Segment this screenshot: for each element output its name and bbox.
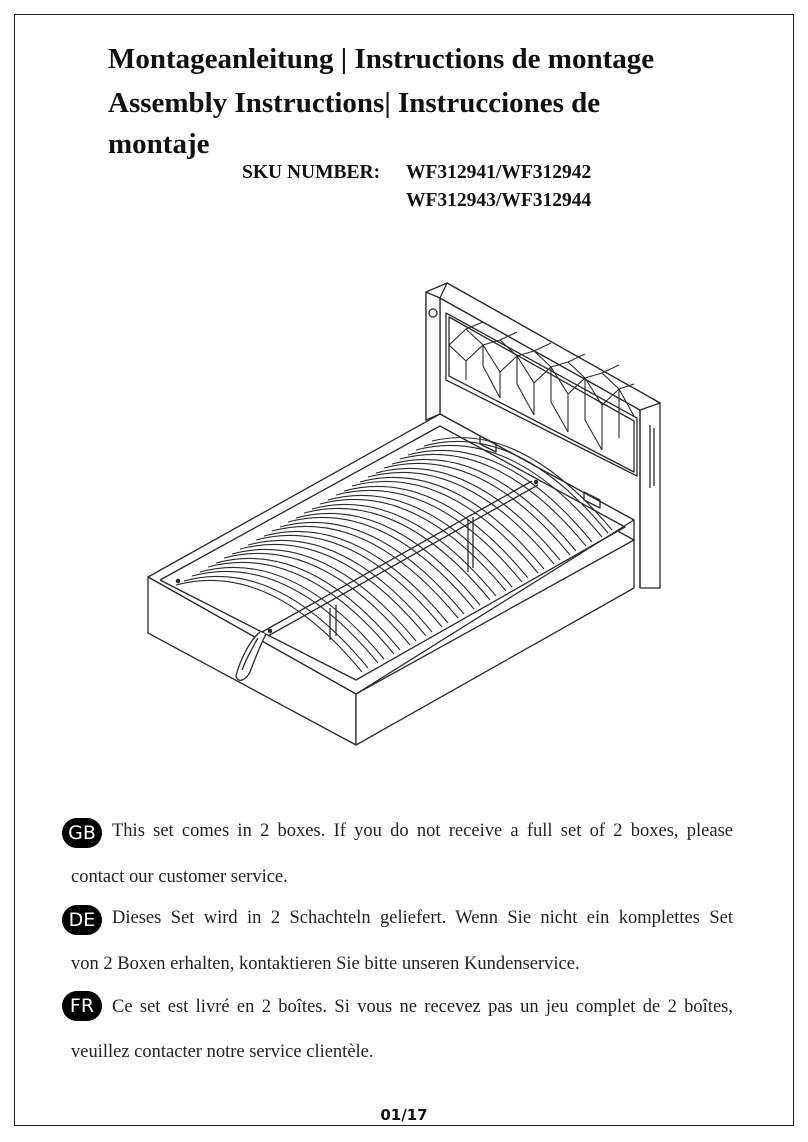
notice-gb-line-1: This set comes in 2 boxes. If you do not receive a full set of 2 boxes, please [112,821,733,841]
notice-fr-line-2: veuillez contacter notre service clientèle. [71,1042,374,1062]
page-title-line-2: Assembly Instructions| Instrucciones de [108,87,601,119]
notice-de-line-1: Dieses Set wird in 2 Schachteln geliefert. Wenn Sie nicht ein komplettes Set [112,908,733,928]
page-number: 01/17 [380,1106,428,1124]
sku-numbers-line-1: WF312941/WF312942 [406,162,592,183]
lang-badge-fr: FR [62,991,102,1021]
notice-gb-line-2: contact our customer service. [71,867,288,887]
sku-numbers-line-2: WF312943/WF312944 [406,190,592,211]
notice-de-line-2: von 2 Boxen erhalten, kontaktieren Sie bitte unseren Kundenservice. [71,954,580,974]
lang-badge-gb: GB [62,818,102,848]
page-title-line-3: montaje [108,128,210,160]
notice-fr-line-1: Ce set est livré en 2 boîtes. Si vous ne recevez pas un jeu complet de 2 boîtes, [112,997,733,1017]
bed-frame-illustration-icon [140,270,670,760]
page-title-line-1: Montageanleitung | Instructions de montage [108,43,655,75]
lang-badge-de: DE [62,905,102,935]
sku-label: SKU NUMBER: [242,162,381,183]
